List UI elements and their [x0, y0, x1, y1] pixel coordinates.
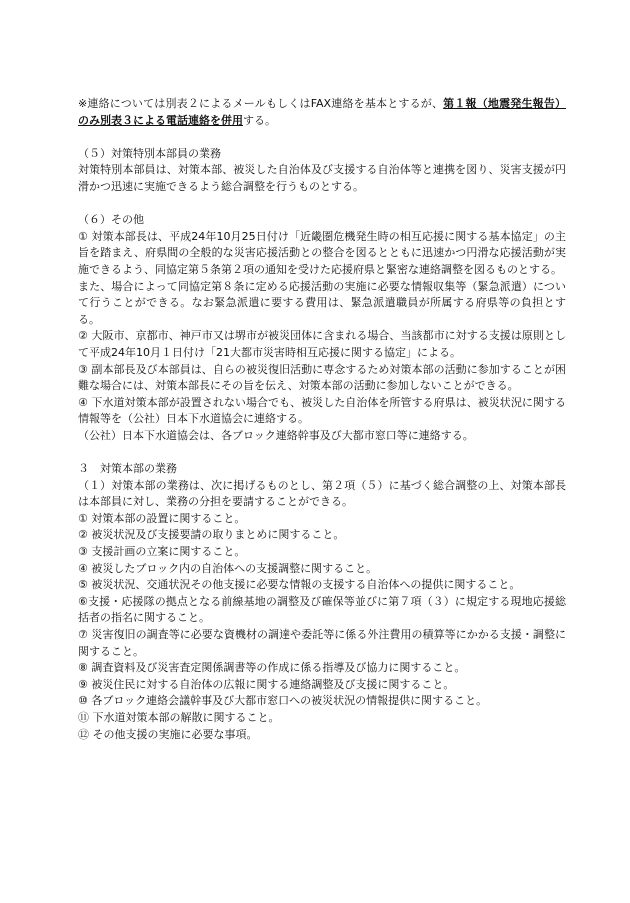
section-3-item-4: ④ 被災したブロック内の自治体への支援調整に関すること。: [78, 561, 378, 575]
contact-note-emphasis: 第１報（地震発生報告）のみ別表３による電話連絡を併用: [78, 97, 567, 127]
section-6-para-4: ③ 副本部長及び本部員は、自らの被災復旧活動に専念するため対策本部の活動に参加することが困難な場合には、対策本部長にその旨を伝え、対策本部の活動に参加しないことができる。: [78, 362, 566, 393]
spacer: [78, 196, 566, 213]
contact-note-end: する。: [243, 113, 276, 127]
section-6-para-2: また、場合によって同協定第８条に定める応援活動の実施に必要な情報収集等（緊急派遣）について行うことができる。なお緊急派遣に要する費用は、緊急派遣職員が所属する府県等の負担とする。: [78, 279, 566, 326]
section-6-para-3: ② 大阪市、京都市、神戸市又は堺市が被災団体に含まれる場合、当該都市に対する支援は原則として平成24年10月１日付け「21大都市災害時相互応援に関する協定」による。: [78, 329, 566, 359]
section-3-heading: ３ 対策本部の業務: [78, 462, 177, 476]
section-3-item-12: ⑫ その他支援の実施に必要な事項。: [78, 727, 258, 741]
section-3-item-10: ⑩ 各ブロック連絡会議幹事及び大都市窓口への被災状況の情報提供に関すること。: [78, 694, 488, 708]
section-3-intro: （１）対策本部の業務は、次に掲げるものとし、第２項（５）に基づく総合調整の上、対策本部長は本部員に対し、業務の分担を要請することができる。: [78, 478, 566, 509]
section-6-para-1: ① 対策本部長は、平成24年10月25日付け「近畿圏危機発生時の相互応援に関する基本協定」の主旨を踏まえ、府県間の全般的な災害応援活動との整合を図るとともに迅速かつ円滑な応援活動が実施できるよう、同協定第５条第２項の通知を受けた応援府県と緊密な連絡調整を図るものとする。: [78, 229, 566, 276]
spacer: [78, 129, 566, 146]
section-6-para-6: （公社）日本下水道協会は、各ブロック連絡幹事及び大都市窓口等に連絡する。: [78, 428, 474, 442]
contact-note: [78, 96, 566, 129]
section-5-heading: （５）対策特別本部員の業務: [78, 146, 221, 160]
section-3-item-5: ⑤ 被災状況、交通状況その他支援に必要な情報の支援する自治体への提供に関すること。: [78, 578, 521, 592]
section-3-item-11: ⑪ 下水道対策本部の解散に関すること。: [78, 710, 280, 724]
document-page: [78, 96, 566, 743]
contact-note-text: ※連絡については別表２によるメールもしくはFAX連絡を基本とするが、: [78, 97, 444, 110]
section-5-body: 対策特別本部員は、対策本部、被災した自治体及び支援する自治体等と連携を図り、災害支援が円滑かつ迅速に実施できるよう総合調整を行うものとする。: [78, 163, 566, 193]
section-3-item-3: ③ 支援計画の立案に関すること。: [78, 545, 246, 559]
section-6-para-5: ④ 下水道対策本部が設置されない場合でも、被災した自治体を所管する府県は、被災状況に関する情報等を（公社）日本下水道協会に連絡する。: [78, 395, 566, 426]
section-6-heading: （６）その他: [78, 213, 144, 227]
section-3-item-1: ① 対策本部の設置に関すること。: [78, 511, 246, 525]
section-3-item-6: ⑥支援・応援隊の拠点となる前線基地の調整及び確保等並びに第７項（３）に規定する現地応援総括者の指名に関すること。: [78, 594, 566, 625]
spacer: [78, 444, 566, 461]
section-3-item-8: ⑧ 調査資料及び災害査定関係調書等の作成に係る指導及び協力に関すること。: [78, 661, 466, 675]
section-3-item-9: ⑨ 被災住民に対する自治体の広報に関する連絡調整及び支援に関すること。: [78, 677, 455, 691]
section-3-item-2: ② 被災状況及び支援要請の取りまとめに関すること。: [78, 528, 345, 542]
section-3-item-7: ⑦ 災害復旧の調査等に必要な資機材の調達や委託等に係る外注費用の積算等にかかる支援・調整に関すること。: [78, 628, 566, 658]
